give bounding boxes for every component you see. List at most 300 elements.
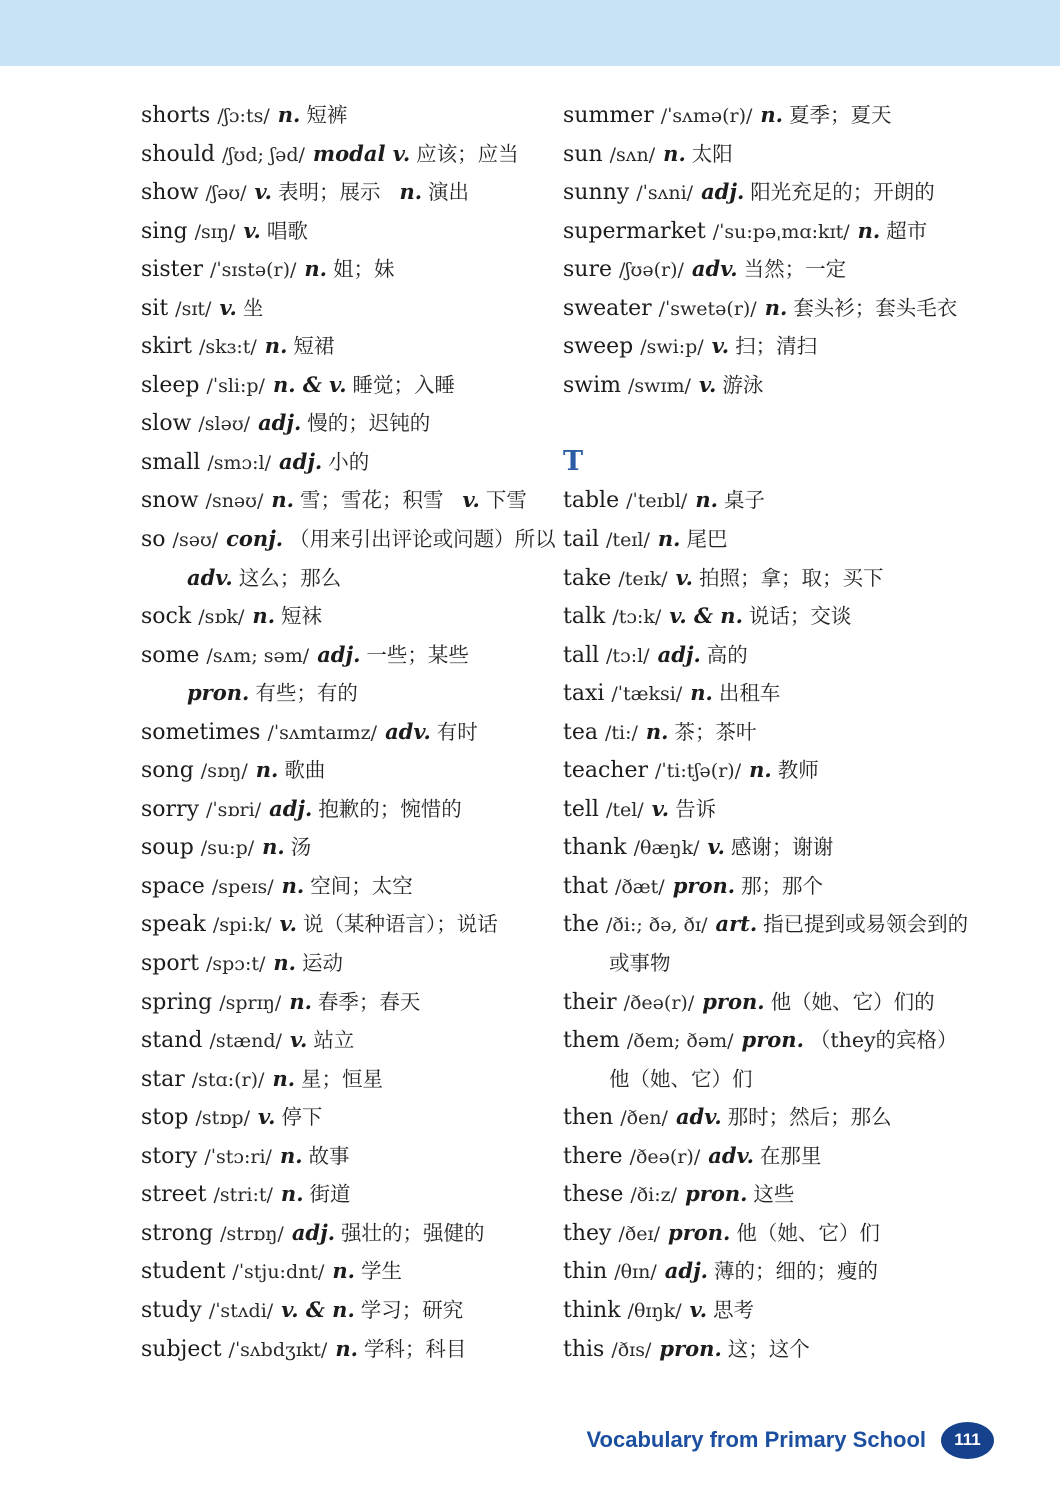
entry-word: sock [141, 604, 192, 630]
entry-phonetic: /ˈsu:pəˌmɑ:kɪt/ [712, 220, 850, 243]
entry-definition: 表明；展示 [277, 180, 381, 205]
entry-phonetic: /ðɪs/ [611, 1338, 652, 1361]
entry-pos: v. [707, 834, 725, 860]
entry-definition: （用来引出评论或问题）所以 [289, 527, 556, 552]
footer-section-title: Vocabulary from Primary School [586, 1427, 926, 1452]
entry-pos: n. [272, 1065, 296, 1091]
vocab-entry [563, 212, 1028, 251]
vocab-entry [141, 1291, 551, 1330]
entry-phonetic: /ˈsɪstə(r)/ [210, 259, 297, 282]
entry-definition: 短裤 [306, 103, 348, 127]
entry-word: slow [141, 411, 192, 437]
entry-word: their [563, 989, 617, 1015]
entry-word: star [141, 1066, 185, 1092]
entry-definition: 说话；交谈 [748, 604, 852, 629]
entry-definition: 这么；那么 [238, 565, 342, 590]
entry-phonetic: /ˈsʌbdʒɪkt/ [228, 1338, 328, 1361]
vocab-entry [141, 713, 551, 752]
entry-pos: n. [332, 1258, 355, 1284]
entry-word: tea [563, 719, 598, 745]
vocab-column-right [563, 96, 1028, 1368]
entry-pos: pron. [668, 1219, 731, 1245]
vocab-entry [141, 289, 551, 328]
entry-definition: 在那里 [759, 1143, 822, 1168]
entry-pos: adj. [657, 641, 701, 667]
entry-definition: 下雪 [485, 488, 527, 513]
entry-pos: n. [281, 872, 305, 898]
vocab-entry [141, 1252, 551, 1291]
entry-phonetic: /stri:t/ [213, 1184, 273, 1207]
vocab-entry [141, 212, 551, 251]
vocab-entry [141, 597, 551, 636]
entry-definition: 站立 [313, 1028, 355, 1053]
entry-word: thank [563, 835, 627, 861]
entry-definition: 高的 [706, 642, 748, 667]
entry-phonetic: /ˈstʌdi/ [208, 1299, 274, 1322]
vocab-entry [563, 96, 1028, 135]
entry-phonetic: /sɒŋ/ [200, 760, 248, 783]
entry-pos: v. & n. [669, 603, 743, 629]
entry-definition: 他（她、它）们 [736, 1220, 880, 1245]
entry-phonetic: /swi:p/ [640, 336, 704, 359]
entry-word: sunny [563, 180, 630, 206]
vocab-entry [563, 1252, 1028, 1291]
entry-pos: v. [243, 217, 261, 243]
entry-definition: 星；恒星 [301, 1066, 384, 1091]
entry-phonetic: /speɪs/ [211, 875, 274, 898]
entry-definition: 短袜 [281, 604, 323, 629]
entry-pos: adv. [708, 1142, 754, 1168]
entry-definition: 告诉 [675, 796, 717, 821]
entry-pos: pron. [672, 872, 736, 898]
entry-definition: 思考 [713, 1297, 755, 1322]
entry-pos: v. [254, 179, 272, 205]
entry-pos: pron. [685, 1181, 748, 1207]
entry-pos: n. [399, 179, 423, 205]
entry-phonetic: /stɑ:(r)/ [191, 1068, 265, 1091]
entry-phonetic: /ˈti:tʃə(r)/ [655, 760, 742, 783]
entry-definition: 或事物 [609, 951, 671, 976]
entry-pos: adv. [691, 256, 738, 282]
entry-phonetic: /θɪŋk/ [627, 1299, 682, 1322]
entry-word: sing [141, 218, 188, 244]
vocab-entry [141, 983, 551, 1022]
entry-pos: pron. [659, 1335, 722, 1361]
entry-word: stand [141, 1028, 203, 1054]
entry-phonetic: /θɪn/ [614, 1261, 657, 1284]
entry-definition: 街道 [309, 1182, 351, 1207]
vocab-entry [141, 790, 551, 829]
entry-word: sweater [563, 295, 652, 321]
entry-word: story [141, 1143, 198, 1169]
entry-definition: 一些；某些 [366, 642, 469, 667]
entry-pos: v. [698, 371, 717, 397]
entry-phonetic: /stɒp/ [195, 1107, 250, 1130]
entry-pos: n. [690, 680, 713, 706]
entry-definition: 应该；应当 [416, 141, 519, 166]
entry-definition: 故事 [308, 1143, 350, 1168]
entry-pos: n. [764, 294, 788, 320]
entry-continuation [563, 944, 1028, 983]
entry-pos: modal v. [312, 140, 411, 166]
entry-pos: v. & n. [281, 1296, 355, 1322]
vocab-entry [141, 250, 551, 289]
vocab-entry [563, 828, 1028, 867]
entry-pos: n. [262, 834, 285, 860]
entry-pos: pron. [741, 1027, 804, 1053]
entry-pos: n. [335, 1335, 358, 1361]
entry-definition: 强壮的；强健的 [341, 1220, 485, 1245]
entry-word: sweep [563, 334, 634, 360]
entry-pos: adv. [675, 1104, 722, 1130]
vocab-entry [141, 828, 551, 867]
entry-word: think [563, 1297, 621, 1323]
entry-phonetic: /ˈstɔ:ri/ [204, 1145, 272, 1168]
entry-definition: 运动 [301, 951, 343, 976]
entry-word: spring [141, 989, 213, 1015]
entry-phonetic: /ði:; ðə, ðɪ/ [606, 914, 708, 937]
entry-definition: 扫；清扫 [735, 334, 818, 359]
vocab-entry [141, 96, 551, 135]
vocab-entry [563, 559, 1028, 598]
entry-definition: 太阳 [691, 141, 733, 166]
entry-word: study [141, 1297, 202, 1323]
entry-pos: adj. [317, 641, 361, 667]
entry-pos: v. [462, 487, 480, 513]
entry-continuation [141, 674, 551, 713]
entry-phonetic: /swɪm/ [628, 374, 691, 397]
entry-phonetic: /teɪl/ [606, 529, 650, 552]
entry-pos: adj. [269, 795, 313, 821]
entry-word: tell [563, 796, 599, 822]
entry-definition: 坐 [242, 295, 264, 320]
entry-phonetic: /tɔ:l/ [606, 644, 650, 667]
entry-word: sometimes [141, 719, 261, 745]
entry-phonetic: /səʊ/ [172, 529, 219, 552]
entry-definition: 他（她、它）们 [609, 1066, 753, 1091]
vocab-column-left [141, 96, 556, 1368]
entry-pos: adv. [385, 718, 431, 744]
vocab-entry [141, 1060, 551, 1099]
vocab-entry [563, 867, 1028, 906]
entry-pos: adj. [664, 1258, 708, 1284]
entry-pos: n. [289, 988, 312, 1014]
entry-word: this [563, 1336, 605, 1362]
entry-phonetic: /sʌm; səm/ [206, 644, 310, 667]
vocab-entry [563, 597, 1028, 636]
entry-phonetic: /teɪk/ [618, 567, 668, 590]
vocab-entry [563, 327, 1028, 366]
entry-pos: v. [689, 1296, 708, 1322]
entry-pos: n. [273, 950, 296, 976]
entry-pos: n. [760, 102, 783, 127]
entry-definition: 当然；一定 [743, 257, 847, 282]
entry-definition: 慢的；迟钝的 [307, 411, 431, 436]
entry-word: sure [563, 257, 612, 283]
entry-definition: 抱歉的；惋惜的 [318, 796, 462, 821]
entry-phonetic: /sɪt/ [175, 297, 212, 320]
entry-word: taxi [563, 681, 605, 707]
vocab-entry [141, 481, 551, 520]
entry-word: tail [563, 527, 600, 553]
entry-pos: pron. [187, 680, 250, 706]
entry-phonetic: /ˈsli:p/ [206, 374, 265, 397]
vocab-entry [141, 1214, 551, 1253]
entry-word: teacher [563, 758, 649, 784]
section-letter: T [563, 445, 584, 477]
entry-definition: 姐；妹 [332, 257, 395, 282]
entry-phonetic: /ti:/ [604, 721, 638, 744]
entry-phonetic: /ðæt/ [614, 875, 665, 898]
entry-pos: adj. [701, 179, 745, 205]
entry-word: sit [141, 295, 169, 321]
entry-phonetic: /ʃʊd; ʃəd/ [222, 143, 305, 166]
entry-definition: 这；这个 [727, 1336, 810, 1361]
entry-definition: 尾巴 [686, 527, 728, 552]
entry-definition: 游泳 [722, 372, 764, 397]
entry-definition: 拍照；拿；取；买下 [699, 565, 884, 590]
entry-pos: v. [289, 1027, 308, 1053]
entry-word: then [563, 1105, 614, 1131]
entry-word: table [563, 488, 620, 514]
entry-phonetic: /ðeɪ/ [618, 1222, 661, 1245]
entry-pos: v. [675, 564, 693, 590]
entry-phonetic: /stænd/ [209, 1030, 282, 1053]
vocab-entry [141, 1021, 551, 1060]
vocab-entry [563, 790, 1028, 829]
entry-phonetic: /ˈsɒri/ [206, 798, 262, 821]
entry-continuation [563, 1060, 1028, 1099]
entry-definition: 套头衫；套头毛衣 [793, 295, 958, 320]
vocab-entry [563, 366, 1028, 405]
entry-word: take [563, 565, 612, 591]
vocab-entry [563, 1175, 1028, 1214]
entry-phonetic: /snəʊ/ [205, 490, 264, 513]
entry-word: there [563, 1143, 623, 1169]
vocab-entry [563, 713, 1028, 752]
entry-phonetic: /ðen/ [620, 1107, 668, 1130]
entry-phonetic: /ði:z/ [630, 1184, 678, 1207]
entry-definition: 教师 [777, 758, 819, 783]
vocab-entry [141, 1175, 551, 1214]
entry-phonetic: /strɒŋ/ [220, 1222, 284, 1245]
entry-word: show [141, 180, 199, 206]
entry-phonetic: /ðeə(r)/ [623, 991, 695, 1014]
entry-definition: 学习；研究 [360, 1297, 464, 1322]
entry-definition: 阳光充足的；开朗的 [750, 180, 935, 205]
entry-pos: n. [252, 603, 276, 629]
vocab-entry [141, 366, 551, 405]
vocab-entry [563, 481, 1028, 520]
entry-definition: 唱歌 [266, 218, 308, 243]
entry-definition: 薄的；细的；瘦的 [713, 1259, 878, 1284]
entry-word: should [141, 141, 215, 167]
entry-definition: 这些 [753, 1182, 795, 1207]
entry-phonetic: /ðeə(r)/ [629, 1145, 701, 1168]
entry-phonetic: /sləʊ/ [198, 413, 251, 436]
entry-definition: 小的 [328, 449, 370, 474]
entry-definition: 桌子 [723, 488, 765, 513]
entry-pos: n. [663, 140, 686, 166]
vocab-entry [563, 1137, 1028, 1176]
entry-phonetic: /ˈteɪbl/ [626, 490, 688, 513]
entry-pos: conj. [226, 526, 284, 552]
entry-phonetic: /ˈtæksi/ [611, 683, 683, 706]
entry-word: soup [141, 835, 194, 861]
vocab-entry [141, 1330, 551, 1369]
entry-pos: v. [651, 795, 670, 821]
vocab-entry [563, 135, 1028, 174]
entry-definition: 他（她、它）们的 [770, 989, 935, 1014]
entry-word: sport [141, 951, 199, 977]
entry-phonetic: /sɒk/ [198, 606, 245, 629]
entry-phonetic: /sɪŋ/ [194, 220, 236, 243]
entry-word: sleep [141, 372, 200, 398]
entry-word: talk [563, 604, 606, 630]
entry-word: sorry [141, 796, 199, 822]
entry-definition: 超市 [886, 218, 928, 243]
vocab-entry [563, 1021, 1028, 1060]
entry-word: shorts [141, 103, 211, 128]
vocab-entry [141, 327, 551, 366]
entry-definition: （they的宾格） [809, 1028, 958, 1053]
entry-word: subject [141, 1336, 222, 1362]
vocab-entry [563, 289, 1028, 328]
vocab-entry [141, 944, 551, 983]
entry-pos: n. [277, 102, 301, 127]
page-header-band [0, 0, 1060, 66]
entry-definition: 雪；雪花；积雪 [299, 488, 444, 513]
entry-word: sun [563, 141, 603, 167]
entry-phonetic: /tel/ [605, 798, 644, 821]
entry-definition: 学科；科目 [363, 1336, 467, 1361]
entry-pos: n. [271, 487, 294, 513]
entry-pos: adj. [291, 1219, 336, 1245]
vocab-entry [563, 250, 1028, 289]
vocab-entry [563, 751, 1028, 790]
entry-pos: adv. [187, 564, 233, 590]
entry-phonetic: /ʃɔ:ts/ [217, 105, 270, 127]
entry-word: swim [563, 372, 622, 398]
entry-pos: n. [279, 1142, 303, 1168]
entry-word: summer [563, 103, 654, 128]
vocab-entry [141, 135, 551, 174]
entry-definition: 那；那个 [741, 873, 824, 898]
entry-pos: adj. [279, 448, 323, 474]
entry-word: that [563, 873, 608, 899]
vocab-entry [141, 404, 551, 443]
entry-word: sister [141, 257, 203, 283]
vocab-entry [141, 905, 551, 944]
page-footer [587, 1421, 994, 1459]
vocab-entry [563, 1214, 1028, 1253]
entry-definition: 汤 [290, 835, 312, 860]
entry-pos: n. [645, 718, 669, 744]
entry-word: speak [141, 912, 206, 938]
vocab-entry [563, 674, 1028, 713]
vocab-entry [141, 1137, 551, 1176]
entry-pos: n. [264, 333, 288, 359]
vocab-entry [141, 520, 556, 559]
entry-definition: 停下 [281, 1105, 323, 1130]
entry-word: these [563, 1182, 624, 1208]
entry-word: song [141, 758, 194, 784]
entry-pos: n. [280, 1181, 304, 1207]
entry-word: skirt [141, 334, 193, 360]
vocab-entry [563, 636, 1028, 675]
vocab-entry [563, 173, 1028, 212]
entry-phonetic: /ˈsʌni/ [636, 182, 694, 205]
vocab-entry [141, 636, 551, 675]
entry-phonetic: /sprɪŋ/ [219, 991, 282, 1014]
entry-phonetic: /sʌn/ [609, 143, 656, 166]
entry-word: snow [141, 488, 199, 514]
entry-pos: v. [279, 911, 297, 937]
entry-pos: n. [304, 256, 327, 282]
vocab-entry [563, 983, 1028, 1022]
entry-definition: 学生 [361, 1259, 402, 1284]
entry-phonetic: /ˈsʌmtaɪmz/ [267, 721, 378, 744]
entry-definition: 空间；太空 [310, 873, 413, 898]
entry-phonetic: /ʃʊə(r)/ [619, 259, 684, 282]
entry-definition: 有时 [436, 719, 478, 744]
entry-phonetic: /tɔ:k/ [612, 606, 662, 629]
entry-pos: pron. [702, 988, 765, 1014]
entry-continuation [141, 559, 551, 598]
entry-word: they [563, 1220, 612, 1246]
entry-pos: art. [715, 911, 758, 937]
entry-pos: n. [695, 487, 718, 513]
entry-definition: 睡觉；入睡 [352, 372, 456, 397]
page-number-badge: 111 [941, 1422, 994, 1459]
entry-definition: 歌曲 [284, 758, 326, 783]
entry-word: strong [141, 1220, 214, 1246]
entry-word: small [141, 449, 201, 475]
vocab-entry [563, 1330, 1028, 1369]
entry-pos: n. [857, 217, 881, 243]
entry-phonetic: /ˈswetə(r)/ [658, 297, 757, 320]
entry-definition: 感谢；谢谢 [730, 835, 834, 860]
entry-phonetic: /ˈstju:dnt/ [232, 1261, 325, 1284]
entry-definition: 茶；茶叶 [674, 719, 757, 744]
entry-phonetic: /ðem; ðəm/ [626, 1030, 734, 1053]
entry-word: some [141, 642, 200, 668]
entry-word: stop [141, 1105, 189, 1131]
entry-word: space [141, 873, 205, 899]
entry-definition: 演出 [428, 180, 470, 205]
entry-pos: n. [255, 757, 279, 783]
entry-word: supermarket [563, 218, 706, 244]
entry-word: so [141, 527, 166, 553]
entry-word: the [563, 912, 600, 938]
entry-pos: n. [749, 757, 772, 783]
entry-definition: 指已提到或易领会到的 [763, 912, 969, 937]
entry-phonetic: /ʃəʊ/ [205, 182, 247, 205]
entry-phonetic: /ˈsʌmə(r)/ [660, 105, 753, 127]
entry-phonetic: /θæŋk/ [633, 837, 700, 860]
entry-pos: v. [257, 1104, 276, 1130]
entry-phonetic: /su:p/ [200, 837, 255, 860]
entry-pos: v. [219, 294, 237, 320]
entry-pos: v. [711, 333, 730, 359]
entry-phonetic: /spɔ:t/ [205, 953, 266, 976]
entry-word: student [141, 1259, 226, 1285]
entry-word: them [563, 1028, 620, 1054]
entry-definition: 说（某种语言）；说话 [302, 912, 498, 937]
vocab-entry [141, 173, 551, 212]
entry-pos: adj. [258, 410, 302, 436]
entry-definition: 短裙 [293, 334, 335, 359]
